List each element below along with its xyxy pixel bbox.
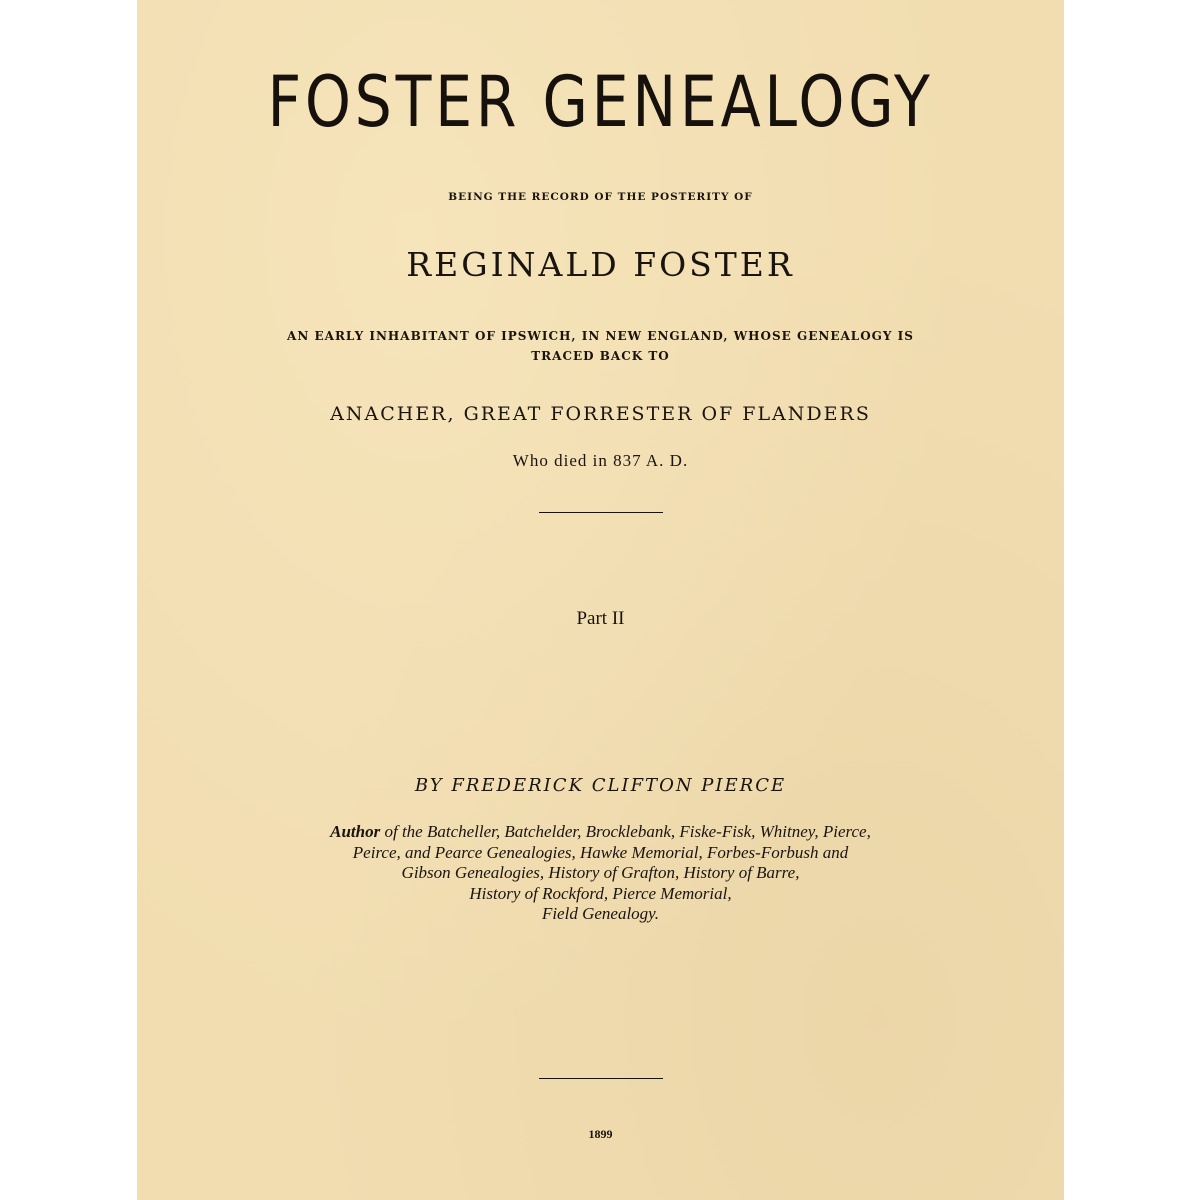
author-credits-line-2: Peirce, and Pearce Genealogies, Hawke Memorial, Forbes-Forbush and <box>352 842 849 862</box>
publication-year: 1899 <box>588 1127 613 1141</box>
author-credits <box>137 822 1064 925</box>
part-label: Part II <box>576 608 625 629</box>
author-credits-line-5: Field Genealogy. <box>541 904 660 923</box>
divider-rule-top <box>539 512 663 513</box>
ancestor-name: ANACHER, GREAT FORRESTER OF FLANDERS <box>330 403 871 425</box>
author-credits-line-4: History of Rockford, Pierce Memorial, <box>469 883 732 903</box>
title-page <box>137 0 1064 1200</box>
author-credits-line-3: Gibson Genealogies, History of Grafton, History of Barre, <box>401 863 800 882</box>
author-byline: BY FREDERICK CLIFTON PIERCE <box>414 775 787 796</box>
author-lead-word: Author <box>330 822 381 841</box>
author-credits-line-1 <box>137 822 1064 843</box>
subject-name: REGINALD FOSTER <box>406 245 795 284</box>
being-line: BEING THE RECORD OF THE POSTERITY OF <box>448 191 753 203</box>
divider-rule-bottom <box>539 1078 663 1079</box>
author-credits-text-1: of the Batcheller, Batchelder, Brocklebank, Fiske-Fisk, Whitney, Pierce, <box>380 822 871 841</box>
inhabitant-description <box>137 326 1064 366</box>
inhabitant-line-1: AN EARLY INHABITANT OF IPSWICH, IN NEW ENGLAND, WHOSE GENEALOGY IS <box>287 329 914 343</box>
book-title: FOSTER GENEALOGY <box>267 61 934 143</box>
inhabitant-line-2: TRACED BACK TO <box>531 349 670 363</box>
death-line: Who died in 837 A. D. <box>512 451 689 470</box>
